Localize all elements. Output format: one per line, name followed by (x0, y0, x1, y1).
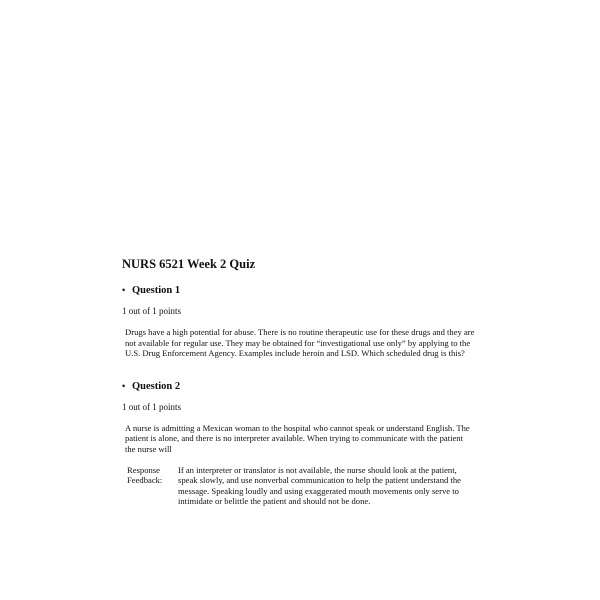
question-2-heading (122, 380, 482, 393)
feedback-label-line2: Feedback: (127, 475, 163, 486)
question-2 (122, 380, 482, 507)
question-1-text: Drugs have a high potential for abuse. There is no routine therapeutic use for these drugs and they are not available for regular use. They may be obtained for “investigational use only” by applying to the U.S. Drug Enforcement Agency. Examples include heroin and LSD. Which scheduled drug is this? (125, 327, 475, 359)
quiz-document (122, 257, 482, 507)
question-2-text: A nurse is admitting a Mexican woman to the hospital who cannot speak or understand English. The patient is alone, and there is no interpreter available. When trying to communicate with the patient the nurse will (125, 422, 470, 454)
question-2-points: 1 out of 1 points (122, 401, 182, 412)
response-feedback-text: If an interpreter or translator is not available, the nurse should look at the patient, speak slowly, and use nonverbal communication to help the patient understand the message. Speaking loudly and using exaggerated mouth movements only serve to intimidate or belittle the patient and should not be done. (178, 464, 461, 507)
question-1-label: Question 1 (132, 285, 181, 296)
response-feedback-label (122, 465, 178, 507)
question-1-points: 1 out of 1 points (122, 306, 182, 316)
question-1-heading (122, 284, 482, 297)
bullet-icon: • (122, 380, 126, 391)
bullet-icon: • (122, 285, 126, 295)
question-1 (122, 284, 482, 359)
page-title: NURS 6521 Week 2 Quiz (122, 257, 256, 271)
question-2-label: Question 2 (132, 380, 181, 392)
feedback-label-line1: Response (127, 464, 160, 475)
response-feedback (122, 465, 482, 507)
